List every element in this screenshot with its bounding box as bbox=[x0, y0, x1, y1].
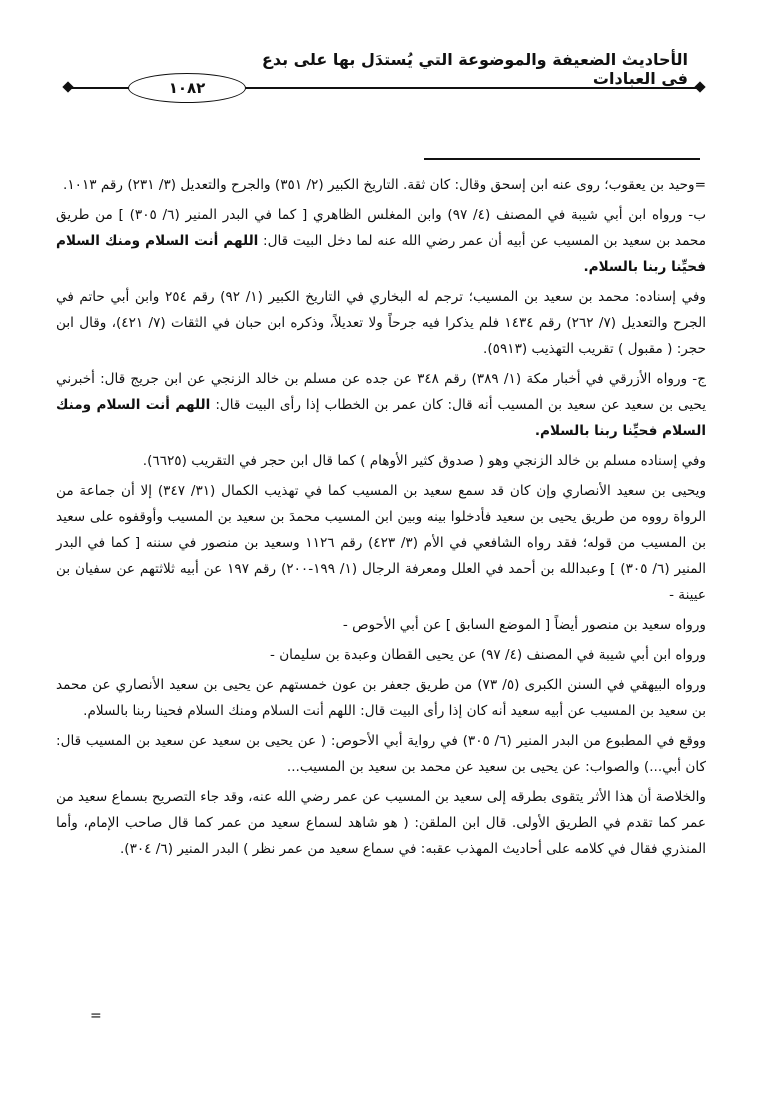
continuation-mark: = bbox=[90, 1008, 102, 1024]
paragraph: ج- ورواه الأزرقي في أخبار مكة (١/ ٣٨٩) رقم ٣٤٨ عن جده عن مسلم بن خالد الزنجي عن ابن جريج قال: أخبرني يحيى بن سعيد عن سعيد بن المسيب أنه قال: كان عمر بن الخطاب إذا رأى البيت قال: اللهم أنت السلام ومنك السلام فحيِّنا ربنا بالسلام. bbox=[56, 371, 706, 439]
rule-ornament-left bbox=[62, 81, 73, 92]
paragraph: ويحيى بن سعيد الأنصاري وإن كان قد سمع سعيد بن المسيب كما في تهذيب الكمال (٣١/ ٣٤٧) إلا أن جماعة من الرواة رووه من طريق يحيى بن سعيد فأدخلوا بينه وبين ابن المسيب محمدَ بن سعيد بن المسيب وأوقفوه على سعيد بن المسيب من قوله؛ فقد رواه الشافعي في الأم (٣/ ٤٢٣) رقم ١١٢٦ وسعيد بن منصور في سننه [ كما في البدر المنير (٦/ ٣٠٥) ] وعبدالله بن أحمد في العلل ومعرفة الرجال (١/ ١٩٩-٢٠٠) رقم ١٩٧ عن أبيه ثلاثتهم عن سفيان بن عيينة - bbox=[56, 483, 707, 603]
paragraph: ورواه البيهقي في السنن الكبرى (٥/ ٧٣) من طريق جعفر بن عون خمستهم عن يحيى بن سعيد الأنصاري عن محمد بن سعيد بن المسيب عن أبيه سعيد أنه كان إذا رأى البيت قال: اللهم أنت السلام ومنك السلام فحينا ربنا بالسلام. bbox=[56, 677, 707, 719]
paragraph: والخلاصة أن هذا الأثر يتقوى بطرقه إلى سعيد بن المسيب عن عمر رضي الله عنه، وقد جاء التصريح بسماع سعيد من عمر كما تقدم في الطريق الأولى. قال ابن الملقن: ( هو شاهد لسماع سعيد من عمر كما قال صاحب الإمام، وأما المنذري فقال في كلامه على أحاديث المهذب عقبه: في سماع سعيد من عمر نظر ) البدر المنير (٦/ ٣٠٤). bbox=[56, 789, 706, 857]
rule-ornament-right bbox=[694, 81, 705, 92]
paragraph: =وحيد بن يعقوب؛ روى عنه ابن إسحق وقال: كان ثقة. التاريخ الكبير (٢/ ٣٥١) والجرح والتعديل (٣/ ٢٣١) رقم ١٠١٣. bbox=[63, 177, 706, 193]
paragraph: ب- ورواه ابن أبي شيبة في المصنف (٤/ ٩٧) وابن المغلس الظاهري [ كما في البدر المنير (٦/ ٣٠٥) ] من طريق محمد بن سعيد بن المسيب عن أبيه أن عمر رضي الله عنه لما دخل البيت قال: اللهم أنت السلام ومنك السلام فحيِّنا ربنا بالسلام. bbox=[56, 207, 706, 275]
paragraph: وفي إسناده مسلم بن خالد الزنجي وهو ( صدوق كثير الأوهام ) كما قال ابن حجر في التقريب (٦٦٢٥). bbox=[142, 453, 706, 469]
footnote-separator bbox=[424, 158, 700, 160]
paragraph: وفي إسناده: محمد بن سعيد بن المسيب؛ ترجم له البخاري في التاريخ الكبير (١/ ٩٢) رقم ٢٥٤ وابن أبي حاتم في الجرح والتعديل (٧/ ٢٦٢) رقم ١٤٣٤ فلم يذكرا فيه جرحاً ولا تعديلاً، وذكره ابن حبان في الثقات (٧/ ٤٢١)، وقال ابن حجر: ( مقبول ) تقريب التهذيب (٥٩١٣). bbox=[56, 289, 707, 357]
paragraph: ووقع في المطبوع من البدر المنير (٦/ ٣٠٥) في رواية أبي الأحوص: ( عن يحيى بن سعيد عن سعيد بن المسيب قال: كان أبي...) والصواب: عن يحيى بن سعيد عن محمد بن سعيد بن المسيب... bbox=[56, 733, 706, 775]
paragraph: ورواه ابن أبي شيبة في المصنف (٤/ ٩٧) عن يحيى القطان وعبدة بن سليمان - bbox=[269, 647, 706, 663]
paragraph: ورواه سعيد بن منصور أيضاً [ الموضع السابق ] عن أبي الأحوص - bbox=[342, 617, 706, 633]
footnote-body bbox=[56, 172, 706, 866]
running-header-title: الأحاديث الضعيفة والموضوعة التي يُستدَل بها على بدع في العبادات bbox=[261, 50, 688, 88]
page-number: ١٠٨٢ bbox=[128, 73, 246, 103]
